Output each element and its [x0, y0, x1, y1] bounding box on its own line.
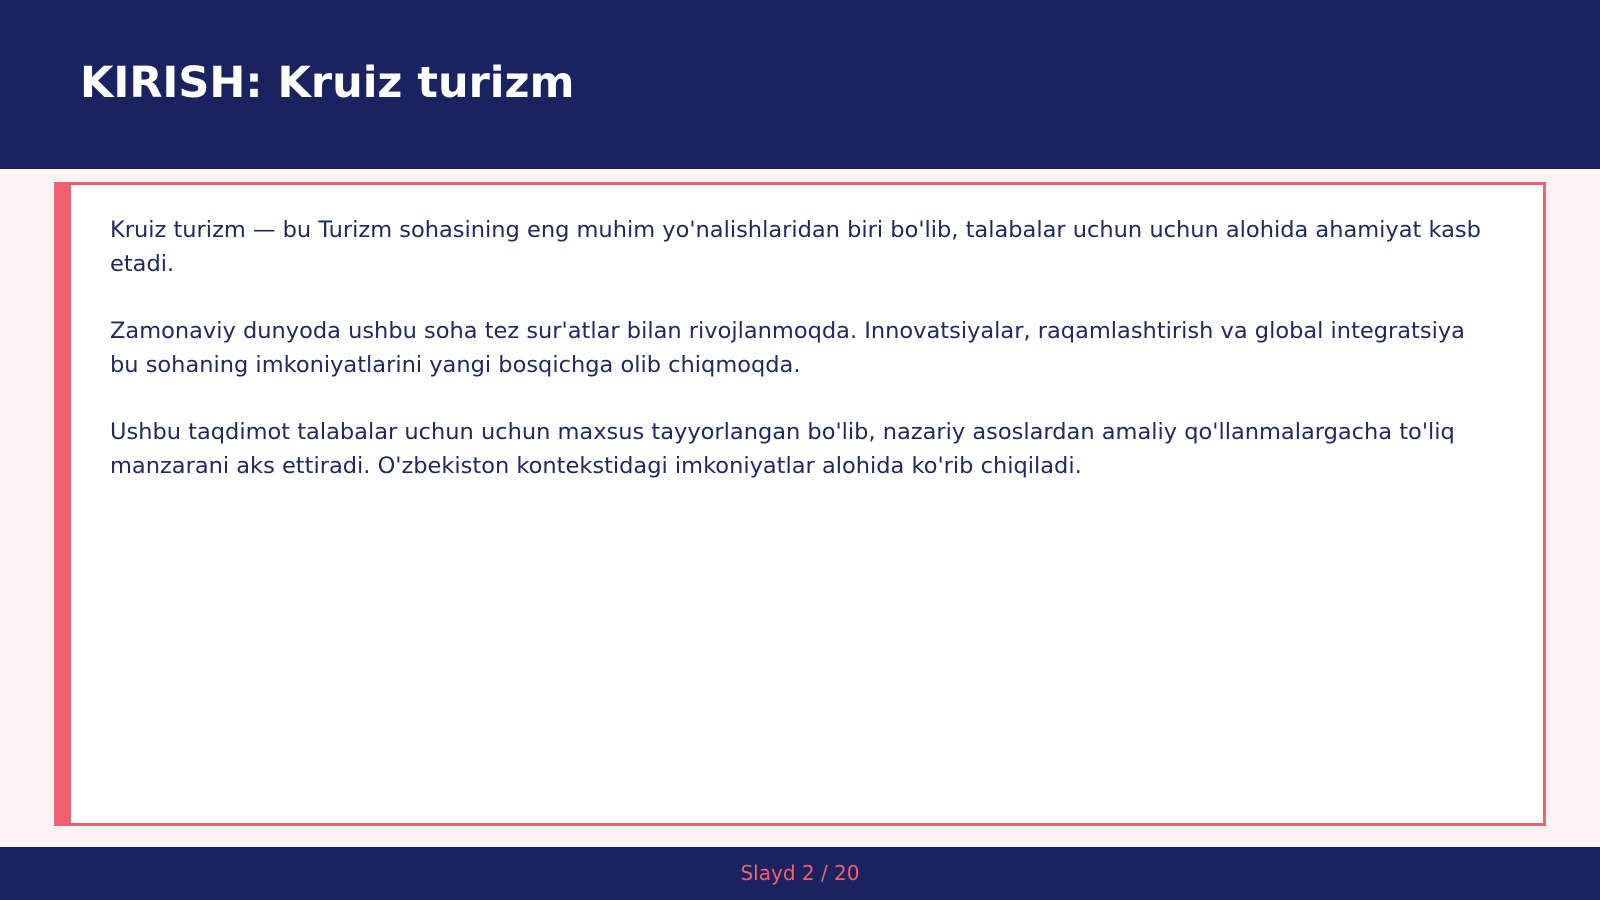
paragraph-modern-world: Zamonaviy dunyoda ushbu soha tez sur'atlar bilan rivojlanmoqda. Innovatsiyalar, raqamlashtirish va global integratsiya bu sohaning imkoniyatlarini yangi bosqichga olib chiqmoqda.: [110, 318, 1465, 378]
slide-header: [0, 0, 1600, 169]
paragraph-presentation-purpose: Ushbu taqdimot talabalar uchun uchun maxsus tayyorlangan bo'lib, nazariy asoslardan amaliy qo'llanmalargacha to'liq manzarani aks ettiradi. O'zbekiston kontekstidagi imkoniyatlar alohida ko'rib chiqiladi.: [110, 419, 1455, 479]
content-text: [110, 213, 1493, 516]
paragraph-intro: Kruiz turizm — bu Turizm sohasining eng muhim yo'nalishlaridan biri bo'lib, talabalar uchun uchun alohida ahamiyat kasb etadi.: [110, 217, 1481, 277]
content-panel: [54, 182, 1546, 826]
slide-counter: Slayd 2 / 20: [740, 861, 860, 885]
slide-title: KIRISH: Kruiz turizm: [80, 58, 575, 108]
slide-footer: [0, 847, 1600, 900]
